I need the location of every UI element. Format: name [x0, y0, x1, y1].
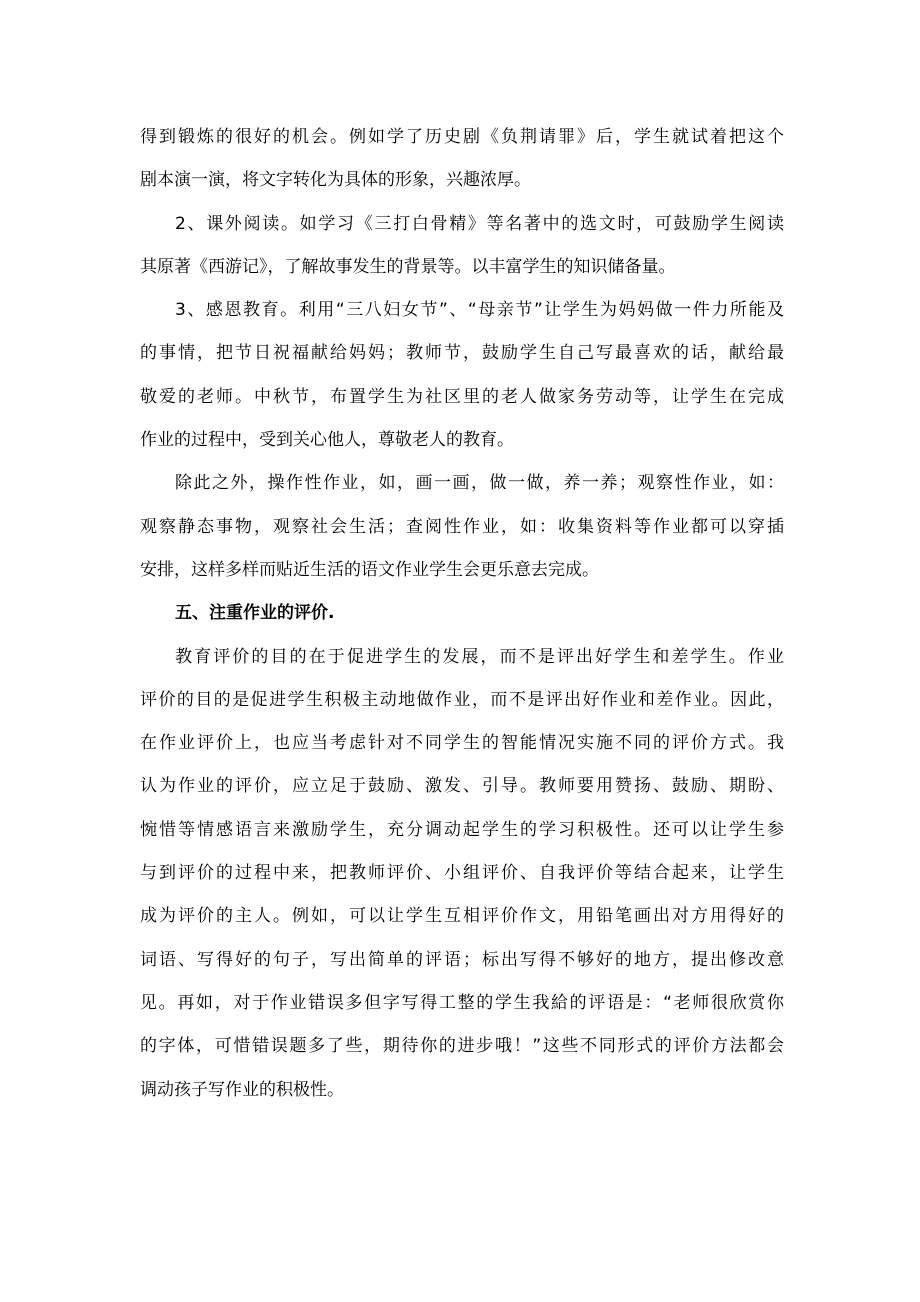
text-line: 得到锻炼的很好的机会。例如学了历史剧《负荆请罪》后，学生就试着把这个: [140, 127, 784, 147]
body-text: [140, 116, 784, 1112]
text-line: 3、感恩教育。利用“三八妇女节”、“母亲节”让学生为妈妈做一件力所能及: [175, 300, 784, 321]
text-line: 除此之外，操作性作业，如，画一画，做一做，养一养；观察性作业，如：: [175, 473, 784, 494]
text-line: 评价的目的是促进学生积极主动地做作业，而不是评出好作业和差作业。因此，: [140, 689, 784, 710]
text-line: 其原著《西游记》，了解故事发生的背景等。以丰富学生的知识储备量。: [140, 256, 676, 277]
text-line: 剧本演一演，将文字转化为具体的形象，兴趣浓厚。: [140, 170, 531, 191]
text-line: 见。再如，对于作业错误多但字写得工整的学生我給的评语是：“老师很欣赏你: [140, 992, 784, 1013]
text-line: 调动孩子写作业的积极性。: [140, 1079, 344, 1100]
text-line: 敬爱的老师。中秋节，布置学生为社区里的老人做家务劳动等，让学生在完成: [140, 386, 784, 407]
section-heading: 五、注重作业的评价.: [175, 603, 335, 624]
text-line: 观察静态事物，观察社会生活；查阅性作业，如：收集资料等作业都可以穿插: [140, 516, 784, 537]
text-line: 成为评价的主人。例如，可以让学生互相评价作文，用铅笔画出对方用得好的: [140, 906, 784, 927]
text-line: 词语、写得好的句子，写出简单的评语；标出写得不够好的地方，提出修改意: [140, 949, 784, 970]
text-line: 在作业评价上，也应当考虑针对不同学生的智能情况实施不同的评价方式。我: [140, 733, 784, 754]
text-line: 与到评价的过程中来，把教师评价、小组评价、自我评价等结合起来，让学生: [140, 863, 784, 884]
text-line: 作业的过程中，受到关心他人，尊敬老人的教育。: [140, 430, 514, 451]
text-line: 2、课外阅读。如学习《三打白骨精》等名著中的选文时，可鼓励学生阅读: [175, 213, 784, 234]
text-line: 教育评价的目的在于促进学生的发展，而不是评出好学生和差学生。作业: [175, 646, 784, 667]
text-line: 的事情，把节日祝福献给妈妈；教师节，鼓励学生自己写最喜欢的话，献给最: [140, 343, 784, 364]
text-line: 的字体，可惜错误题多了些，期待你的进步哦！”这些不同形式的评价方法都会: [140, 1036, 784, 1057]
text-line: 安排，这样多样而贴近生活的语文作业学生会更乐意去完成。: [140, 559, 599, 580]
text-line: 惋惜等情感语言来激励学生，充分调动起学生的学习积极性。还可以让学生参: [140, 819, 784, 840]
text-line: 认为作业的评价，应立足于鼓励、激发、引导。教师要用赞扬、鼓励、期盼、: [140, 776, 784, 797]
